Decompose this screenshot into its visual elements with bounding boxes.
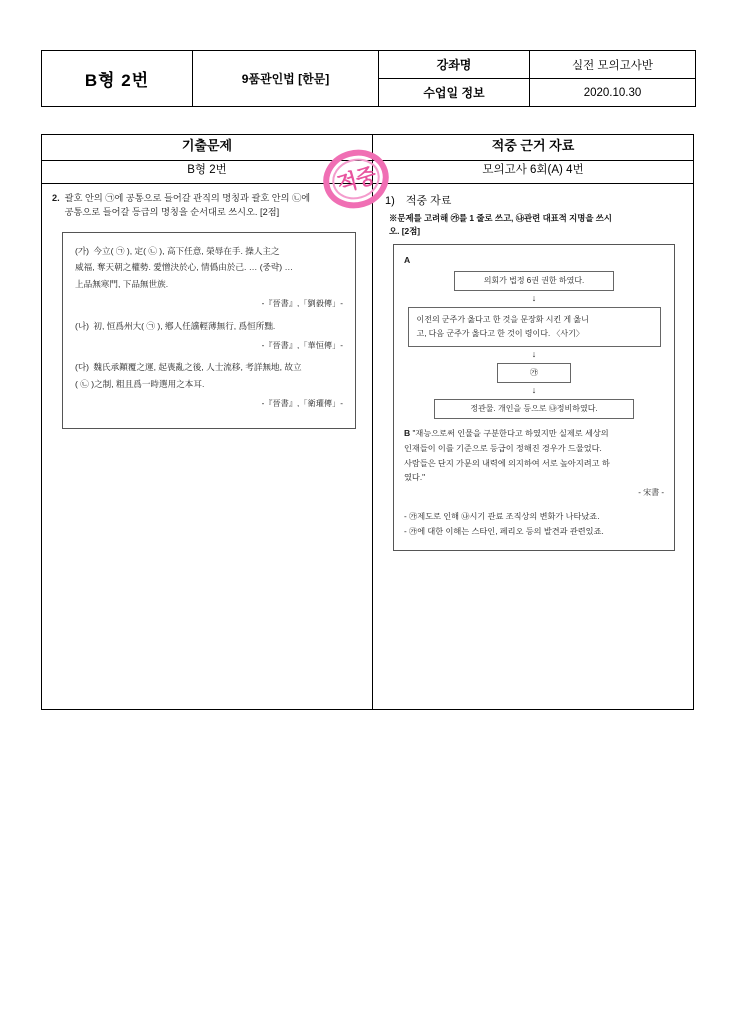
passage-line: ( ㉡ )之制, 粗且爲一時選用之本耳. (75, 378, 205, 389)
left-column-subtitle: B형 2번 (42, 160, 373, 184)
diagram-blank-box: ㉮ (497, 363, 571, 383)
material-block (373, 184, 693, 550)
material-heading (385, 192, 683, 208)
arrow-down-icon: ↓ (531, 349, 537, 360)
passage-label: (다) (75, 362, 90, 373)
header-table (41, 50, 696, 107)
left-column-title: 기출문제 (42, 135, 373, 161)
diagram-bottom-box: 정관물. 개인을 등으로 ㉯정비하였다. (434, 399, 634, 419)
question-block (42, 184, 372, 428)
quote-attribution: - 宋書 - (638, 488, 664, 498)
passage-line: 威福, 奪天朝之權勢. 愛憎決於心, 情僞由於己. … (중략) … (75, 262, 294, 273)
question-stem (52, 192, 362, 220)
diagram-mid-line-2: 고, 다음 군주가 옳다고 한 것이 령이다. 〈사기〉 (416, 329, 584, 339)
material-box (393, 244, 675, 550)
instruction-line-1: ※문제를 고려해 ㉮를 1 줄로 쓰고, ㉯관련 대표적 지명을 쓰시 (389, 213, 612, 224)
question-line-2: 공통으로 들어갈 등급의 명칭을 순서대로 쓰시오. [2점] (64, 207, 280, 218)
header-date-value: 2020.10.30 (530, 79, 696, 107)
passage-line: 初, 恒爲州大( ㉠ ), 鄕人任讜輕薄無行, 爲恒所黜. (93, 320, 276, 331)
passage-source: -『晉書』,「華恒傳」- (261, 340, 343, 350)
passage-line: 魏氏承顚覆之運, 起喪亂之後, 人士流移, 考詳無地, 故立 (93, 362, 302, 373)
passage-item (75, 318, 343, 334)
passage-item (75, 243, 343, 292)
passage-box (62, 232, 356, 429)
question-text (65, 192, 362, 220)
question-line-1: 괄호 안의 ㉠에 공통으로 들어갈 관직의 명칭과 괄호 안의 ㉡에 (64, 193, 311, 204)
header-course-label: 강좌명 (379, 51, 530, 79)
hint-list (404, 509, 664, 539)
passage-label: (나) (75, 320, 90, 331)
instruction-line-2: 오. [2점] (389, 226, 421, 237)
header-code: B형 2번 (42, 51, 193, 107)
passage-source: -『晉書』,「劉毅傳」- (261, 298, 343, 308)
quote-line-1: "재능으로써 인물을 구분한다고 하였지만 실제로 세상의 (412, 429, 609, 439)
diagram-mid-box (408, 307, 661, 347)
passage-label: (가) (75, 245, 90, 256)
arrow-down-icon: ↓ (531, 293, 537, 304)
arrow-down-icon: ↓ (531, 385, 537, 396)
stamp-text: 적중 (334, 164, 379, 197)
header-course-value: 실전 모의고사반 (530, 51, 696, 79)
passage-item (75, 359, 343, 392)
quote-line-4: 였다." (404, 473, 425, 483)
source-tag-a: A (404, 255, 411, 266)
source-tag-b: B (404, 428, 411, 439)
diagram-top-box: 의회가 법정 6권 권한 하였다. (454, 271, 614, 291)
quote-line-2: 인재들이 이를 기준으로 등급이 정해진 경우가 드물었다. (404, 443, 602, 453)
header-date-label: 수업일 정보 (379, 79, 530, 107)
material-index: 1) (385, 195, 395, 208)
header-subject: 9품관인법 [한문] (193, 51, 379, 107)
left-column-body (42, 184, 373, 710)
diagram-mid-line-1: 이전의 군주가 옳다고 한 것을 문장화 시킨 게 옳니 (416, 315, 589, 325)
hint-item: - ㉮에 대한 이해는 스타인, 페리오 등의 발견과 관련있죠. (404, 527, 604, 537)
quote-line-3: 사람들은 단지 가문의 내력에 의지하여 서로 높아지려고 하 (404, 458, 610, 468)
hint-item: - ㉮제도로 인해 ㉯시기 관료 조직상의 변화가 나타났죠. (404, 512, 600, 522)
source-quote (404, 426, 664, 486)
passage-line: 上品無寒門, 下品無世族. (75, 278, 169, 289)
question-number: 2. (52, 193, 60, 204)
passage-line: 今立( ㉠ ), 定( ㉡ ), 高下任意, 榮辱在手. 操人主之 (93, 245, 280, 256)
right-column-title: 적중 근거 자료 (373, 135, 694, 161)
right-column-subtitle: 모의고사 6회(A) 4번 (373, 160, 694, 184)
material-title: 적중 자료 (405, 195, 452, 208)
material-instruction (389, 212, 683, 238)
right-column-body (373, 184, 694, 710)
passage-source: -『晉書』,「衛瓘傳」- (261, 399, 343, 409)
main-content-table (41, 134, 694, 710)
